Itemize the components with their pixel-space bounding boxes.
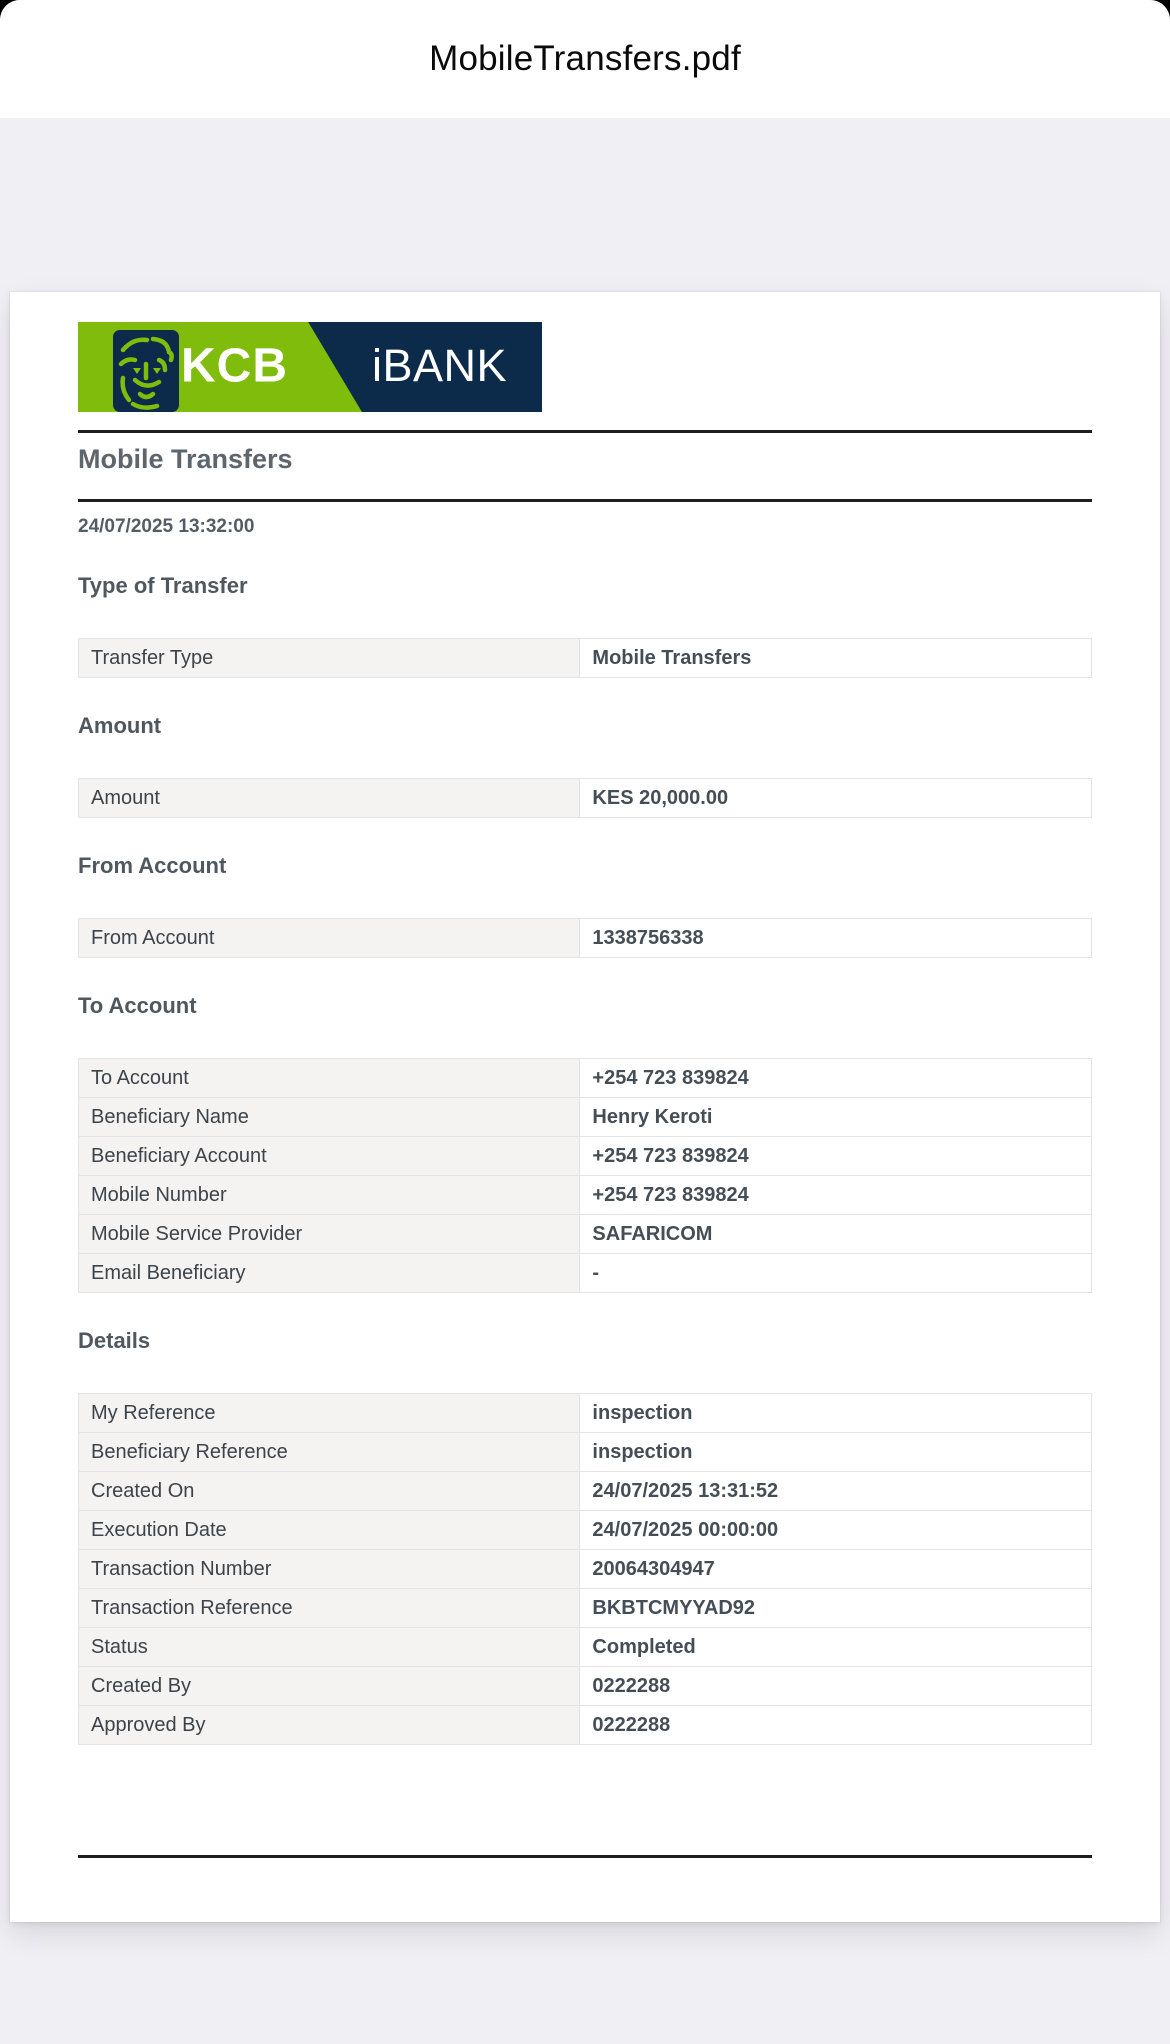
- field-value: 24/07/2025 00:00:00: [580, 1511, 1092, 1550]
- section-heading: From Account: [78, 853, 227, 878]
- field-value: Completed: [580, 1628, 1092, 1667]
- document-section: [78, 573, 1092, 678]
- field-value: inspection: [580, 1433, 1092, 1472]
- table-row: [79, 1059, 1092, 1098]
- field-label: Transfer Type: [79, 639, 580, 678]
- field-value: BKBTCMYYAD92: [580, 1589, 1092, 1628]
- field-value: Henry Keroti: [580, 1098, 1092, 1137]
- field-label: Transaction Reference: [79, 1589, 580, 1628]
- document-title: Mobile Transfers: [78, 444, 293, 474]
- ibank-wordmark: iBANK: [372, 339, 508, 391]
- field-label: Status: [79, 1628, 580, 1667]
- divider-line: [78, 430, 1092, 433]
- pdf-page: [10, 292, 1160, 1922]
- table-row: [79, 1589, 1092, 1628]
- field-value: KES 20,000.00: [580, 779, 1092, 818]
- table-row: [79, 1433, 1092, 1472]
- kcb-wordmark: KCB: [181, 339, 288, 393]
- field-label: Mobile Number: [79, 1176, 580, 1215]
- field-label: Approved By: [79, 1706, 580, 1745]
- table-row: [79, 1472, 1092, 1511]
- key-value-table: [78, 778, 1092, 818]
- document-timestamp: 24/07/2025 13:32:00: [78, 516, 255, 537]
- table-row: [79, 1254, 1092, 1293]
- table-row: [79, 1215, 1092, 1254]
- document-section: [78, 853, 1092, 958]
- document-sections: [78, 573, 1092, 1745]
- section-heading: To Account: [78, 993, 197, 1018]
- file-title: MobileTransfers.pdf: [429, 39, 741, 78]
- field-label: Created On: [79, 1472, 580, 1511]
- divider-line: [78, 1855, 1092, 1858]
- field-label: Beneficiary Account: [79, 1137, 580, 1176]
- section-heading: Type of Transfer: [78, 573, 248, 598]
- field-value: +254 723 839824: [580, 1059, 1092, 1098]
- field-value: +254 723 839824: [580, 1137, 1092, 1176]
- field-label: My Reference: [79, 1394, 580, 1433]
- field-value: -: [580, 1254, 1092, 1293]
- field-label: Beneficiary Reference: [79, 1433, 580, 1472]
- key-value-table: [78, 918, 1092, 958]
- field-label: Created By: [79, 1667, 580, 1706]
- field-label: Email Beneficiary: [79, 1254, 580, 1293]
- table-row: [79, 1511, 1092, 1550]
- pdf-preview-scroll-area[interactable]: [0, 118, 1170, 2044]
- section-heading: Amount: [78, 713, 162, 738]
- field-value: 24/07/2025 13:31:52: [580, 1472, 1092, 1511]
- viewer-titlebar: [0, 0, 1170, 118]
- field-value: 0222288: [580, 1706, 1092, 1745]
- field-value: inspection: [580, 1394, 1092, 1433]
- field-value: +254 723 839824: [580, 1176, 1092, 1215]
- table-row: [79, 1098, 1092, 1137]
- field-value: 1338756338: [580, 919, 1092, 958]
- field-label: To Account: [79, 1059, 580, 1098]
- table-row: [79, 779, 1092, 818]
- table-row: [79, 639, 1092, 678]
- table-row: [79, 919, 1092, 958]
- kcb-ibank-logo: [78, 322, 542, 412]
- field-label: Mobile Service Provider: [79, 1215, 580, 1254]
- kcb-lion-icon: [113, 330, 179, 412]
- field-value: 0222288: [580, 1667, 1092, 1706]
- field-value: Mobile Transfers: [580, 639, 1092, 678]
- field-label: Transaction Number: [79, 1550, 580, 1589]
- table-row: [79, 1628, 1092, 1667]
- document-section: [78, 993, 1092, 1293]
- section-heading: Details: [78, 1328, 151, 1353]
- table-row: [79, 1176, 1092, 1215]
- key-value-table: [78, 1393, 1092, 1745]
- field-label: Beneficiary Name: [79, 1098, 580, 1137]
- table-row: [79, 1706, 1092, 1745]
- table-row: [79, 1394, 1092, 1433]
- table-row: [79, 1550, 1092, 1589]
- field-label: From Account: [79, 919, 580, 958]
- field-value: SAFARICOM: [580, 1215, 1092, 1254]
- document-section: [78, 1328, 1092, 1745]
- divider-line: [78, 499, 1092, 502]
- key-value-table: [78, 1058, 1092, 1293]
- field-label: Amount: [79, 779, 580, 818]
- field-value: 20064304947: [580, 1550, 1092, 1589]
- document-section: [78, 713, 1092, 818]
- field-label: Execution Date: [79, 1511, 580, 1550]
- table-row: [79, 1137, 1092, 1176]
- table-row: [79, 1667, 1092, 1706]
- key-value-table: [78, 638, 1092, 678]
